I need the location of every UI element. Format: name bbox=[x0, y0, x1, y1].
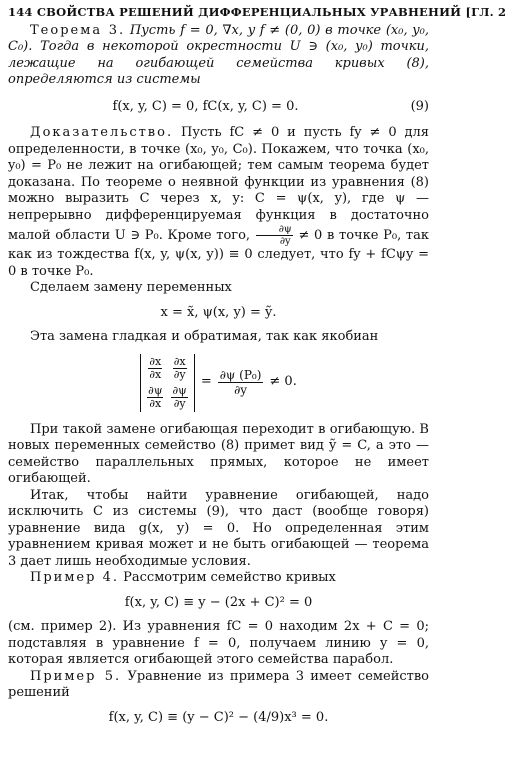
example-4-text: Рассмотрим семейство кривых bbox=[123, 570, 336, 585]
book-page bbox=[8, 4, 506, 759]
m11-num: ∂x bbox=[149, 354, 162, 368]
theorem-3 bbox=[8, 23, 429, 89]
m22-den: ∂y bbox=[173, 396, 186, 410]
theorem-label: Теорема 3. bbox=[30, 22, 126, 38]
proof-label: Доказательство. bbox=[30, 125, 174, 140]
substitution-intro: Сделаем замену переменных bbox=[30, 280, 232, 295]
jacobian-m12 bbox=[171, 356, 187, 381]
example-4-formula: f(x, y, C) ≡ y − (2x + C)² = 0 bbox=[124, 594, 313, 610]
substitution-formula: x = x̃, ψ(x, y) = ỹ. bbox=[160, 304, 277, 320]
running-head bbox=[8, 4, 506, 21]
example-5-label: Пример 5. bbox=[30, 668, 122, 684]
m21-num: ∂ψ bbox=[148, 383, 163, 397]
rhs-num: ∂ψ (P₀) bbox=[219, 368, 262, 382]
chapter-ref: [ГЛ. 2 bbox=[465, 5, 506, 19]
jacobian-formula bbox=[8, 354, 429, 412]
example-4-solution: (см. пример 2). Из уравнения fC = 0 находим 2x + C = 0; подставляя в уравнение f = 0, получаем линию y = 0, которая является огибающей этого семейства парабол. bbox=[8, 619, 429, 667]
m11-den: ∂x bbox=[149, 367, 162, 381]
fraction-numerator: ∂ψ bbox=[256, 224, 293, 236]
m12-den: ∂y bbox=[173, 367, 186, 381]
proof-text-tail: ≠ 0 в точке P₀, так как из тождества f(x, y, ψ(x, y)) ≡ 0 следует, что fy + fCψy = 0 в точке P₀. bbox=[8, 228, 430, 279]
equation-9-formula: f(x, y, C) = 0, fC(x, y, C) = 0. bbox=[112, 98, 299, 114]
proof-text: Пусть fC ≠ 0 и пусть fy ≠ 0 для определенности, в точке (x₀, y₀, C₀). Покажем, что точка (x₀, y₀) = P₀ не лежит на огибающей; тем самым теорема будет доказана. По теореме о неявной функции из уравнения (8) можно выразить C через x, y: C = ψ(x, y), где ψ — непрерывно дифференцируемая функция в достаточно малой области U ∋ P₀. Кроме того, bbox=[8, 125, 429, 243]
jacobian-equals: = bbox=[200, 374, 212, 390]
conclusion-paragraph: Итак, чтобы найти уравнение огибающей, надо исключить C из системы (9), что даст (вообще говоря) уравнение вида g(x, y) = 0. Но определенная этим уравнением кривая может и не быть огибающей — теорема 3 дает лишь необходимые условия. bbox=[8, 487, 429, 569]
example-5 bbox=[8, 669, 429, 702]
m22-num: ∂ψ bbox=[172, 383, 187, 397]
fraction-denominator: ∂y bbox=[279, 236, 291, 247]
envelope-transform-paragraph: При такой замене огибающая переходит в огибающую. В новых переменных семейство (8) примет вид ỹ = C, а это — семейство параллельных прямых, которое не имеет огибающей. bbox=[8, 421, 429, 486]
jacobian-intro: Эта замена гладкая и обратимая, так как якобиан bbox=[30, 329, 379, 344]
theorem-text: Пусть f = 0, ∇x, y f ≠ (0, 0) в точке (x₀, y₀, C₀). Тогда в некоторой окрестности U ∋ (x₀, y₀) точки, лежащие на огибающей семейства кривых (8), определяются из системы bbox=[8, 22, 429, 87]
proof-paragraph bbox=[8, 125, 429, 280]
jacobian-m21 bbox=[147, 385, 163, 410]
jacobian-rhs-tail: ≠ 0. bbox=[269, 374, 297, 390]
m21-den: ∂x bbox=[149, 396, 162, 410]
example-4 bbox=[8, 570, 429, 587]
jacobian-m11 bbox=[147, 356, 163, 381]
running-title: СВОЙСТВА РЕШЕНИЙ ДИФФЕРЕНЦИАЛЬНЫХ УРАВНЕНИЙ bbox=[36, 5, 462, 19]
jacobian-rhs-fraction bbox=[218, 368, 264, 397]
equation-9 bbox=[8, 99, 429, 116]
rhs-den: ∂y bbox=[234, 383, 248, 397]
partial-psi-y-fraction bbox=[256, 224, 293, 247]
example-5-text: Уравнение из примера 3 имеет семейство решений bbox=[8, 668, 429, 700]
m12-num: ∂x bbox=[173, 354, 186, 368]
example-5-formula: f(x, y, C) ≡ (y − C)² − (4/9)x³ = 0. bbox=[108, 709, 329, 725]
page-number: 144 bbox=[8, 5, 33, 19]
example-4-label: Пример 4. bbox=[30, 570, 119, 585]
jacobian-m22 bbox=[171, 385, 187, 410]
jacobian-determinant bbox=[140, 354, 195, 412]
equation-9-number: (9) bbox=[410, 98, 429, 114]
